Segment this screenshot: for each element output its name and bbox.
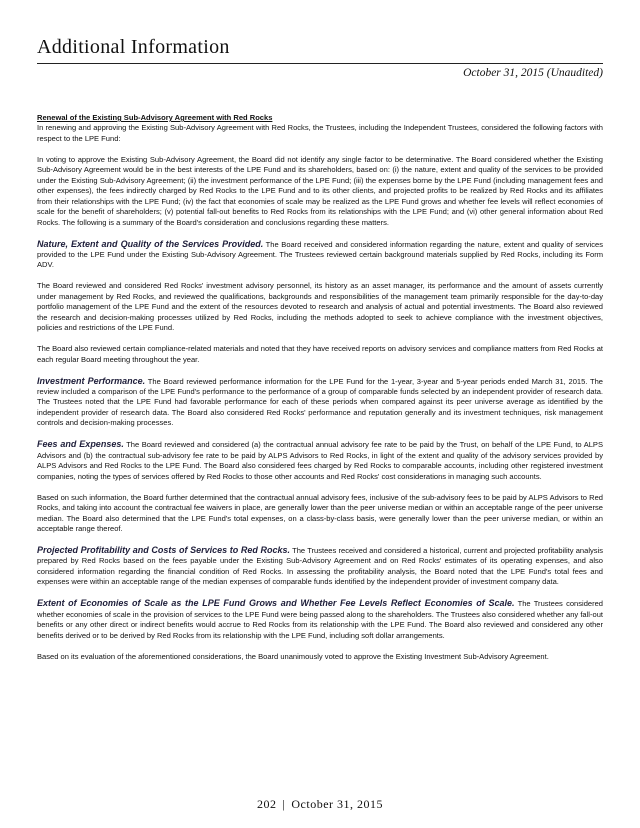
fees-paragraph-2: Based on such information, the Board further determined that the contractual annual advisory fees, inclusive of the sub-advisory fees to be paid by ALPS Advisors to Red Rocks, and taking into account the contractual fee waivers in place, are generally lower than the peer universe median or within an acceptable range of the peer universe median. The Board also determined that the LPE Fund's total expenses, on a class-by-class basis, were generally lower than the peer universe median, or within an acceptable range thereof. — [37, 492, 603, 533]
performance-paragraph — [37, 376, 603, 429]
profitability-paragraph — [37, 545, 603, 588]
footer-separator: | — [282, 797, 286, 811]
page-title: Additional Information — [37, 36, 230, 58]
document-body — [37, 113, 603, 673]
nature-paragraph-2: The Board reviewed and considered Red Rocks' investment advisory personnel, its history as an asset manager, its performance and the amount of assets currently under management by Red Rocks, and reviewed the qualifications, backgrounds and responsibilities of the management team primarily responsible for the day-to-day portfolio management of the LPE Fund and the extent of the resources devoted to research and analysis of actual and potential investments. The Board also reviewed the research and decision-making processes utilized by Red Rocks, including the methods adopted to seek to achieve compliance with the investment objectives, policies and restrictions of the LPE Fund. — [37, 281, 603, 333]
footer-date: October 31, 2015 — [291, 797, 384, 811]
conclusion-paragraph: Based on its evaluation of the aforementioned considerations, the Board unanimously voted to approve the Existing Investment Sub-Advisory Agreement. — [37, 651, 549, 661]
fees-paragraph — [37, 439, 603, 482]
nature-paragraph-3: The Board also reviewed certain compliance-related materials and noted that they have received reports on advisory services and compliance matters from Red Rocks at each regular Board meeting throughout the year. — [37, 344, 603, 364]
section-heading: Renewal of the Existing Sub-Advisory Agreement with Red Rocks — [37, 113, 273, 122]
performance-text: The Board reviewed performance information for the LPE Fund for the 1-year, 3-year and 5-year periods ended March 31, 2015. The review included a comparison of the LPE Fund's performance to the performance of a group of comparable funds selected by an independent provider of research data. The Trustees noted that the LPE Fund had favorable performance for each of these periods when compared against its peer universe average as identified by the independent provider of research data. The Board also considered Red Rocks' performance and reputation generally and its investment techniques, risk management controls and decision-making processes. — [37, 376, 603, 428]
fees-lead: Fees and Expenses. — [37, 439, 124, 450]
nature-text: The Board received and considered information regarding the nature, extent and quality of services provided to the LPE Fund under the Existing Sub-Advisory Agreement. The Trustees reviewed certain background materials supplied by Red Rocks, including its Form ADV. — [37, 239, 604, 270]
factors-paragraph: In voting to approve the Existing Sub-Advisory Agreement, the Board did not identify any single factor to be determinative. The Board considered whether the Existing Sub-Advisory Agreement would be in the best interests of the LPE Fund and its shareholders, based on: (i) the nature, extent and quality of the services to be provided under the Existing Sub-Advisory Agreement; (ii) the investment performance of the LPE Fund; (iii) the expenses borne by the LPE Fund (including management fees and other expenses), the fees indirectly charged by Red Rocks to the LPE Fund and to its other clients, and projected profits to be realized by Red Rocks and its affiliates from their relationships with the LPE Fund; (iv) the fact that economies of scale may be realized as the LPE Fund grows and whether fee levels will reflect economies of scale for the benefit of shareholders; (v) potential fall-out benefits to Red Rocks from its relationships with the LPE Fund; and (vi) other general information about Red Rocks. The following is a summary of the Board's consideration and conclusions regarding these matters. — [37, 154, 603, 227]
page-footer — [0, 797, 640, 812]
nature-paragraph — [37, 239, 603, 271]
profitability-text: The Trustees received and considered a historical, current and projected profitability analysis prepared by Red Rocks based on the fees payable under the Existing Sub-Advisory Agreement and on Red Rocks' estimates of its operating expenses, and also considered information regarding the financial condition of Red Rocks. In assessing the profitability analysis, the Board noted that the LPE Fund's total fees and expenses were within an acceptable range of the median expenses of comparable funds identified by the independent provider of investment company data. — [37, 545, 604, 587]
fees-text: The Board reviewed and considered (a) the contractual annual advisory fee rate to be paid by the Trust, on behalf of the LPE Fund, to ALPS Advisors and (b) the contractual sub-advisory fee rate to be paid by ALPS Advisors to Red Rocks, in light of the extent and quality of the advisory services provided by ALPS Advisors and Red Rocks to the LPE Fund. The Board also considered fees charged by Red Rocks to comparable accounts, including other registered investment companies, noting the types of services offered by Red Rocks to those other accounts and Red Rocks' cost considerations in managing such accounts. — [37, 440, 603, 481]
intro-text: In renewing and approving the Existing Sub-Advisory Agreement with Red Rocks, the Trustees, including the Independent Trustees, considered the following factors with respect to the LPE Fund: — [37, 123, 603, 143]
performance-lead: Investment Performance. — [37, 375, 146, 386]
economies-paragraph — [37, 598, 603, 641]
profitability-lead: Projected Profitability and Costs of Services to Red Rocks. — [37, 544, 291, 555]
page-number: 202 — [256, 797, 277, 811]
nature-lead: Nature, Extent and Quality of the Services Provided. — [37, 238, 264, 249]
report-dateline: October 31, 2015 (Unaudited) — [463, 67, 603, 79]
economies-text: The Trustees considered whether economies of scale in the provision of services to the LPE Fund were being passed along to the shareholders. The Trustees also considered whether any fall-out benefits or any other direct or indirect benefits would accrue to Red Rocks from its relationship with the LPE Fund. The Board also reviewed and considered any other benefits derived or to be derived by Red Rocks from its relationship with the LPE Fund, including soft dollar arrangements. — [37, 599, 603, 640]
title-rule — [37, 63, 603, 64]
intro-paragraph — [37, 113, 603, 144]
economies-lead: Extent of Economies of Scale as the LPE Fund Grows and Whether Fee Levels Reflect Economies of Scale. — [37, 598, 515, 609]
